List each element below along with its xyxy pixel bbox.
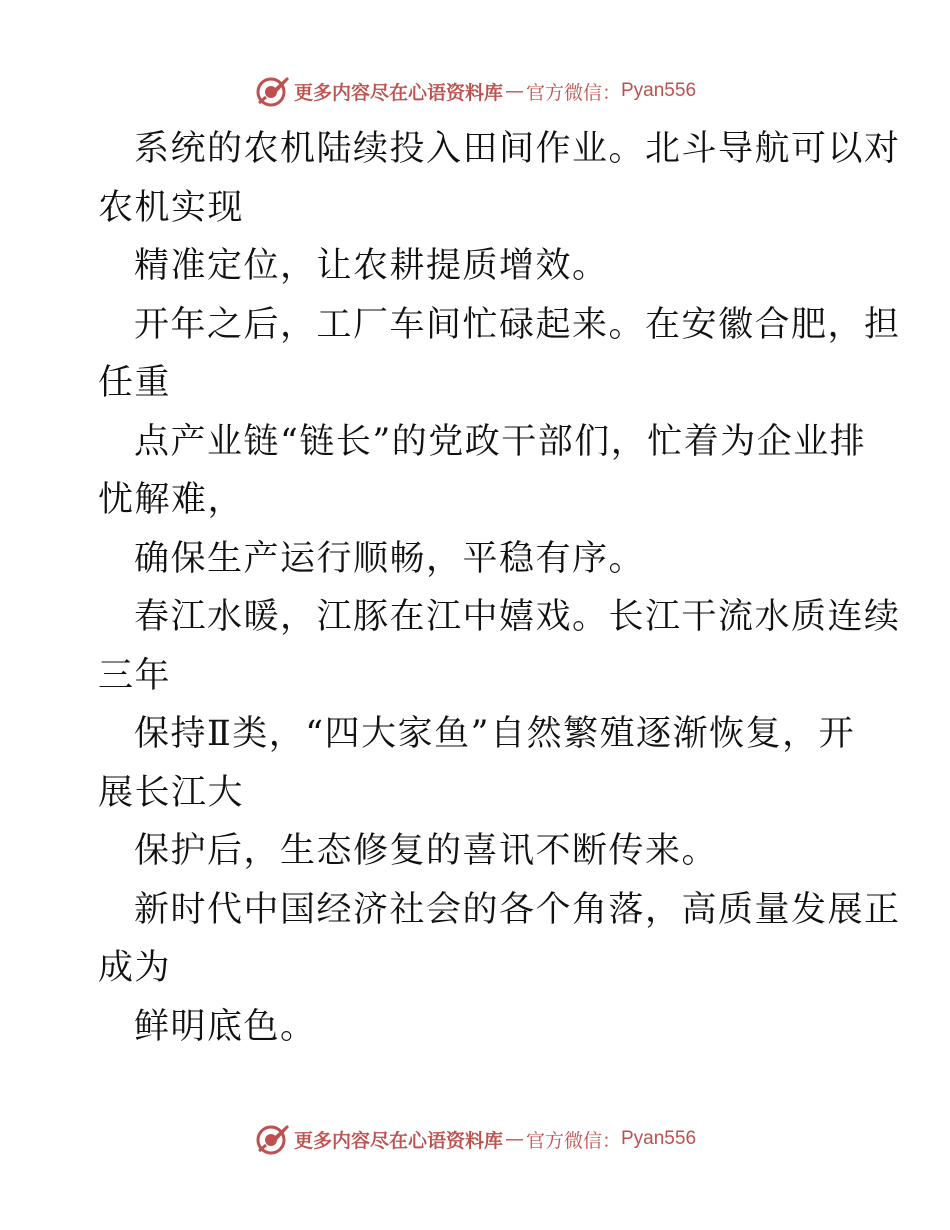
pen-logo-icon [254,1121,290,1157]
header-title: 更多内容尽在心语资料库 [293,81,503,104]
header-separator: — [504,80,524,102]
text-line: 春江水暖，江豚在江中嬉戏。长江干流水质连续 [134,597,901,637]
header-wechat-id: Pyan556 [621,80,697,101]
text-line: 保持Ⅱ类，“四大家鱼”自然繁殖逐渐恢复，开 [134,714,856,754]
text-line: 精准定位，让农耕提质增效。 [134,246,609,286]
footer-wechat-id: Pyan556 [621,1128,697,1149]
pen-logo-icon [254,73,290,109]
text-line: 开年之后，工厂车间忙碌起来。在安徽合肥，担 [134,304,901,345]
text-line: 新时代中国经济社会的各个角落，高质量发展正 [134,889,901,930]
text-line: 成为 [98,948,172,988]
text-line: 三年 [98,655,172,696]
text-line: 展长江大 [98,772,245,813]
text-line: 系统的农机陆续投入田间作业。北斗导航可以对 [134,129,901,169]
footer-banner [0,1119,950,1159]
footer-wechat-label: 官方微信： [525,1129,621,1152]
text-line: 确保生产运行顺畅，平稳有序。 [134,538,646,579]
header-wechat-label: 官方微信： [525,81,621,104]
text-line: 保护后，生态修复的喜讯不断传来。 [134,831,719,871]
footer-separator: — [504,1128,524,1150]
header-banner [0,71,950,111]
document-body [98,120,901,1056]
text-line: 忧解难， [98,480,245,520]
text-line: 任重 [98,363,172,403]
text-line: 农机实现 [98,187,245,228]
footer-title: 更多内容尽在心语资料库 [293,1129,503,1152]
text-line: 点产业链“链长”的党政干部们，忙着为企业排 [134,421,867,462]
text-line: 鲜明底色。 [134,1006,317,1047]
